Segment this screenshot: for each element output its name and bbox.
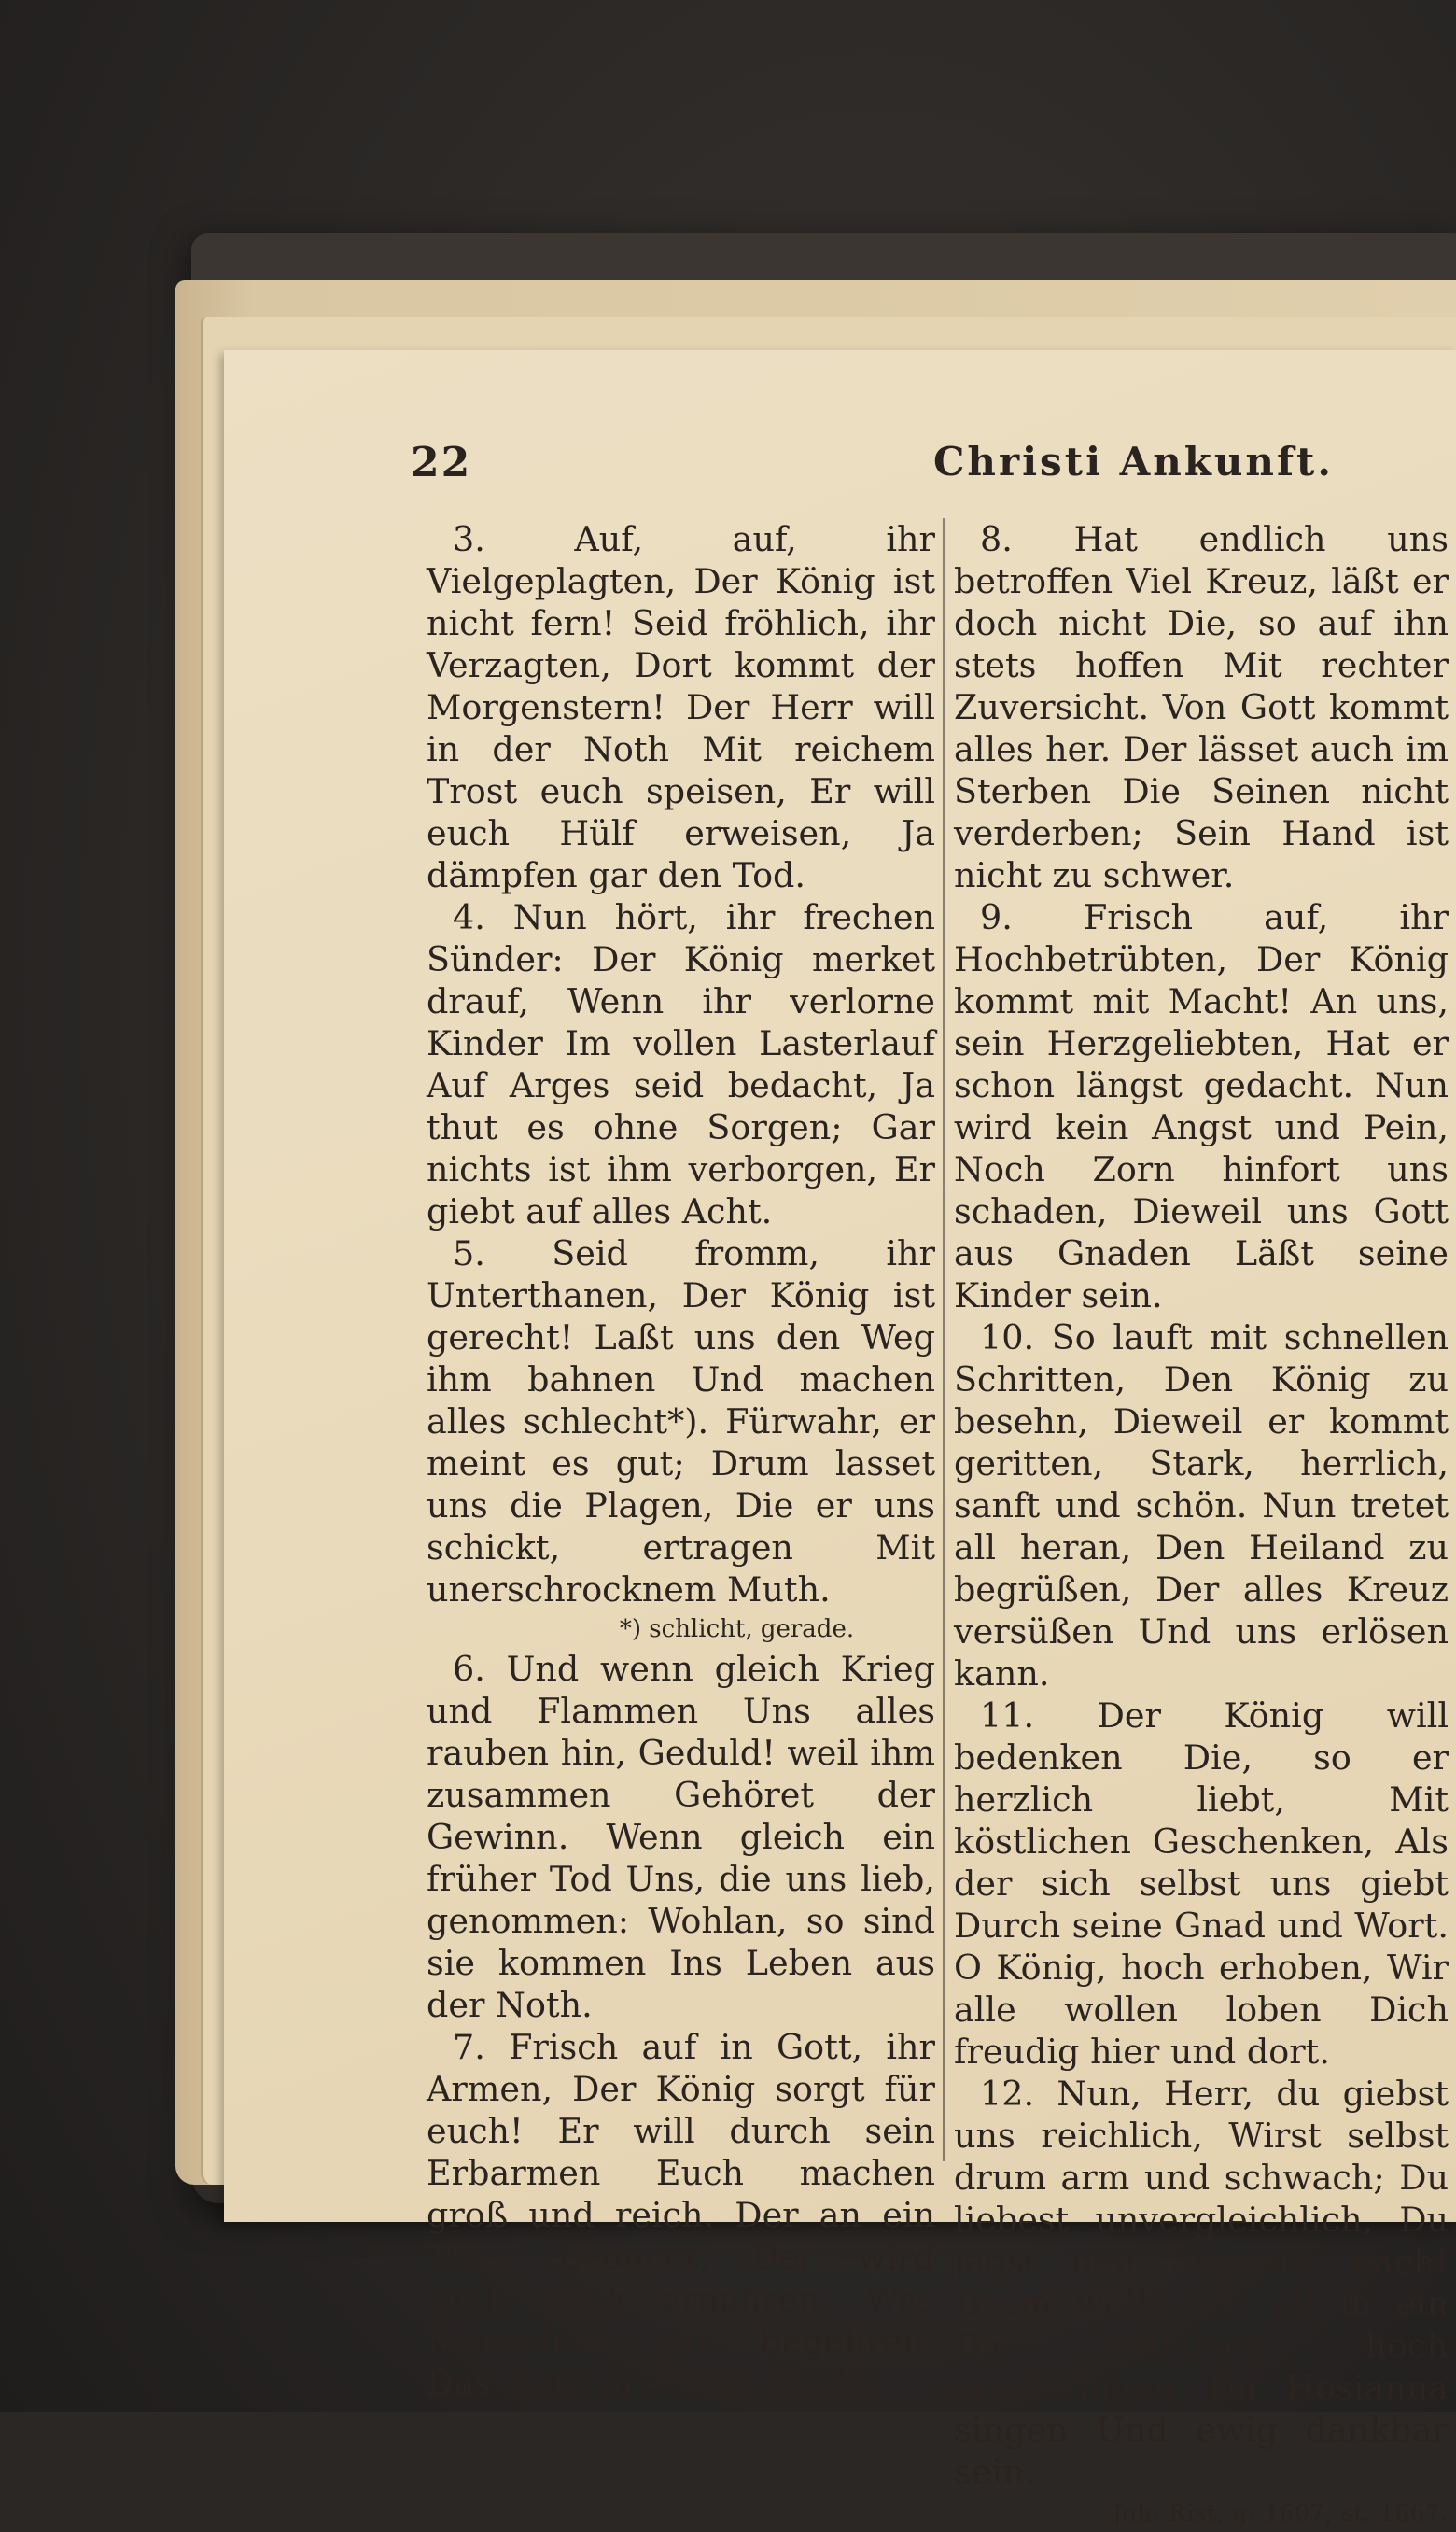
stanza-number: 11. [980, 1695, 1035, 1736]
stanza-11 [954, 1695, 1449, 2073]
left-column [427, 518, 935, 2404]
stanza-text: So lauft mit schnellen Schritten, Den König zu besehn, Dieweil er kommt geritten, Stark, herrlich, sanft und schön. Nun tretet all heran, Den Heiland zu begrüßen, Der alles Kreuz versüßen Und uns erlösen kann. [954, 1317, 1449, 1694]
stanza-5 [427, 1232, 935, 1611]
stanza-10 [954, 1316, 1449, 1695]
stanza-text: Nun, Herr, du giebst uns reichlich, Wirst selbst drum arm und schwach; Du liebest unvergleichlich, Du jagst den Sündern nach! Drum wolln wir all in ein Die Stimmen hoch erschwingen, Dir Hosianna singen Und ewig dankbar sein. [954, 2074, 1449, 2492]
stanza-text: Auf, auf, ihr Vielgeplagten, Der König ist nicht fern! Seid fröhlich, ihr Verzagten, Dort kommt der Morgenstern! Der Herr will in der Noth Mit reichem Trost euch speisen, Er will euch Hülf erweisen, Ja dämpfen gar den Tod. [427, 519, 935, 895]
stanza-number: 10. [980, 1317, 1035, 1357]
footnote: *) schlicht, gerade. [619, 1615, 855, 1643]
right-column [954, 518, 1449, 2532]
stanza-number: 9. [980, 897, 1013, 937]
page-number: 22 [411, 439, 472, 486]
stanza-number: 3. [453, 519, 485, 559]
page-title: Christi Ankunft. [933, 439, 1335, 485]
stanza-number: 12. [980, 2074, 1035, 2114]
book-page [224, 350, 1456, 2526]
column-divider [943, 518, 945, 2161]
stanza-number: 6. [453, 1649, 485, 1689]
stanza-text: Seid fromm, ihr Unterthanen, Der König ist gerecht! Laßt uns den Weg ihm bahnen Und machen alles schlecht*). Fürwahr, er meint es gut; Drum lasset uns die Plagen, Die er uns schickt, ertragen Mit unerschrocknem Muth. [427, 1233, 936, 1610]
stanza-text: Frisch auf, ihr Hochbetrübten, Der König kommt mit Macht! An uns, sein Herzgeliebten, Hat er schon längst gedacht. Nun wird kein Angst und Pein, Noch Zorn hinfort uns schaden, Dieweil uns Gott aus Gnaden Läßt seine Kinder sein. [954, 897, 1449, 1315]
stanza-6 [427, 1648, 935, 2026]
stanza-number: 7. [453, 2027, 485, 2067]
stanza-number: 4. [453, 897, 485, 937]
stanza-text: Hat endlich uns betroffen Viel Kreuz, läßt er doch nicht Die, so auf ihn stets hoffen Mit rechter Zuversicht. Von Gott kommt alles her. Der lässet auch im Sterben Die Seinen nicht verderben; Sein Hand ist nicht zu schwer. [954, 519, 1449, 895]
stanza-text: Nun hört, ihr frechen Sünder: Der König merket drauf, Wenn ihr verlorne Kinder Im vollen Lasterlauf Auf Arges seid bedacht, Ja thut es ohne Sorgen; Gar nichts ist ihm verborgen, Er giebt auf alles Acht. [427, 897, 935, 1231]
stanza-9 [954, 896, 1449, 1316]
stanza-number: 8. [980, 519, 1013, 559]
author-attribution: Joh. Rist, g. 1607, st. 1667. [1113, 2500, 1449, 2526]
stanza-text: Und wenn gleich Krieg und Flammen Uns alles rauben hin, Geduld! weil ihm zusammen Gehöret der Gewinn. Wenn gleich ein früher Tod Uns, die uns lieb, genommen: Wohlan, so sind sie kommen Ins Leben aus der Noth. [427, 1649, 935, 2025]
stanza-12 [954, 2073, 1449, 2493]
stanza-3 [427, 518, 935, 896]
running-head [411, 439, 1437, 495]
stanza-8 [954, 518, 1449, 896]
stanza-4 [427, 896, 935, 1232]
stanza-7 [427, 2026, 935, 2404]
stanza-number: 5. [453, 1233, 485, 1273]
stanza-text: Der König will bedenken Die, so er herzlich liebt, Mit köstlichen Geschenken, Als der sich selbst uns giebt Durch seine Gnad und Wort. O König, hoch erhoben, Wir alle wollen loben Dich freudig hier und dort. [954, 1695, 1449, 2072]
stanza-text: Frisch auf in Gott, ihr Armen, Der König sorgt für euch! Er will durch sein Erbarmen Euch machen groß und reich. Der an ein Thier gedacht, Der wird auch euch ernähren; Was Menschen nur begehren, Das steht in seiner Macht. [427, 2027, 935, 2403]
